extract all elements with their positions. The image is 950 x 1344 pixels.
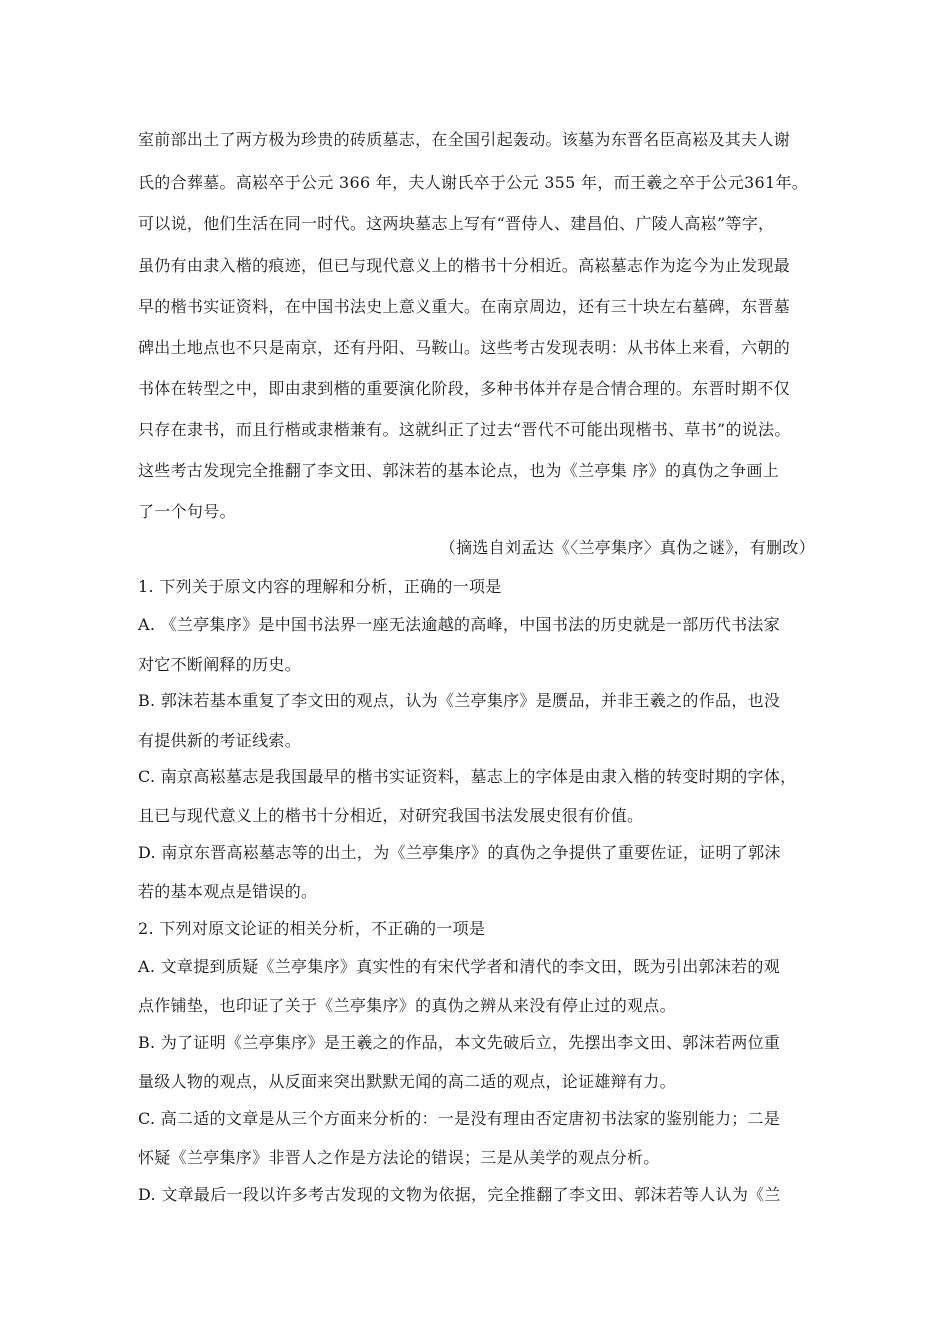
option-b-line: 有提供新的考证线索。 bbox=[138, 731, 302, 750]
passage-line: 只存在隶书，而且行楷或隶楷兼有。这就纠正了过去“晋代不可能出现楷书、草书”的说法。 bbox=[138, 420, 791, 439]
option-d-line: D. 文章最后一段以许多考古发现的文物为依据，完全推翻了李文田、郭沫若等人认为《兰 bbox=[138, 1185, 781, 1204]
option-a-line: A. 《兰亭集序》是中国书法界一座无法逾越的高峰，中国书法的历史就是一部历代书法家 bbox=[138, 615, 781, 634]
passage-line: 书体在转型之中，即由隶到楷的重要演化阶段，多种书体并存是合情合理的。东晋时期不仅 bbox=[138, 379, 791, 398]
option-c-line: C. 南京高崧墓志是我国最早的楷书实证资料，墓志上的字体是由隶入楷的转变时期的字体， bbox=[138, 767, 797, 786]
option-a-line: 点作铺垫，也印证了关于《兰亭集序》的真伪之辨从来没有停止过的观点。 bbox=[138, 996, 676, 1015]
passage-line: 虽仍有由隶入楷的痕迹，但已与现代意义上的楷书十分相近。高崧墓志作为迄今为止发现最 bbox=[138, 256, 791, 275]
option-b-line: 量级人物的观点，从反面来突出默默无闻的高二适的观点，论证雄辩有力。 bbox=[138, 1072, 676, 1091]
option-c-line: 怀疑《兰亭集序》非晋人之作是方法论的错误；三是从美学的观点分析。 bbox=[138, 1148, 660, 1167]
passage-line: 了一个句号。 bbox=[138, 502, 236, 521]
passage-line: 早的楷书实证资料，在中国书法史上意义重大。在南京周边，还有三十块左右墓碑，东晋墓 bbox=[138, 297, 791, 316]
passage-line: 可以说，他们生活在同一时代。这两块墓志上写有“晋侍人、建昌伯、广陵人高崧”等字， bbox=[138, 214, 775, 233]
option-b-line: B. 为了证明《兰亭集序》是王羲之的作品，本文先破后立，先摆出李文田、郭沫若两位重 bbox=[138, 1033, 781, 1052]
option-a-line: 对它不断阐释的历史。 bbox=[138, 655, 302, 674]
passage-line: 这些考古发现完全推翻了李文田、郭沫若的基本论点，也为《兰亭集 序》的真伪之争画上 bbox=[138, 461, 780, 480]
option-d-line: 若的基本观点是错误的。 bbox=[138, 882, 318, 901]
option-a-line: A. 文章提到质疑《兰亭集序》真实性的有宋代学者和清代的李文田，既为引出郭沫若的观 bbox=[138, 957, 781, 976]
option-c-line: C. 高二适的文章是从三个方面来分析的：一是没有理由否定唐初书法家的鉴别能力；二是 bbox=[138, 1109, 781, 1128]
option-b-line: B. 郭沫若基本重复了李文田的观点，认为《兰亭集序》是赝品，并非王羲之的作品，也没 bbox=[138, 691, 781, 710]
question-stem: 2. 下列对原文论证的相关分析，不正确的一项是 bbox=[138, 919, 486, 938]
option-c-line: 且已与现代意义上的楷书十分相近，对研究我国书法发展史很有价值。 bbox=[138, 806, 644, 825]
option-d-line: D. 南京东晋高崧墓志等的出土，为《兰亭集序》的真伪之争提供了重要佐证，证明了郭沫 bbox=[138, 843, 781, 862]
source-citation: （摘选自刘孟达《〈兰亭集序〉真伪之谜》，有删改） bbox=[439, 538, 815, 557]
question-stem: 1. 下列关于原文内容的理解和分析，正确的一项是 bbox=[138, 577, 502, 596]
passage-line: 碑出土地点也不只是南京，还有丹阳、马鞍山。这些考古发现表明：从书体上来看，六朝的 bbox=[138, 338, 791, 357]
passage-line: 室前部出土了两方极为珍贵的砖质墓志，在全国引起轰动。该墓为东晋名臣高崧及其夫人谢 bbox=[138, 130, 791, 149]
passage-line: 氏的合葬墓。高崧卒于公元 366 年，夫人谢氏卒于公元 355 年，而王羲之卒于公元361年。 bbox=[138, 173, 809, 192]
